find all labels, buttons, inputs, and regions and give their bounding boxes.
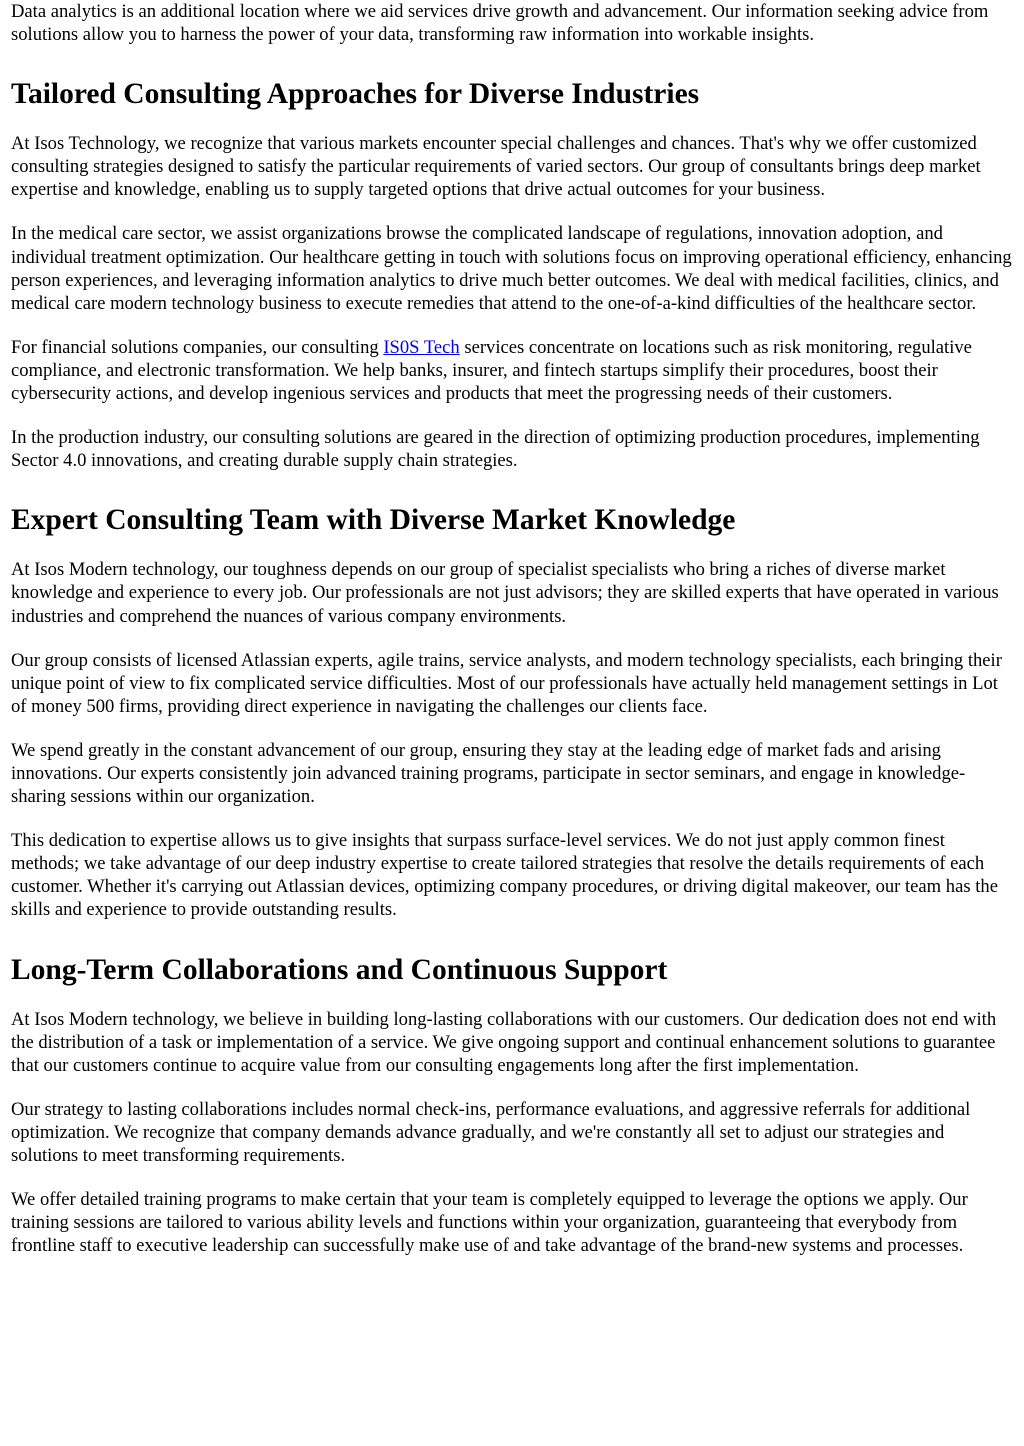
section-heading-expert-team: Expert Consulting Team with Diverse Market Knowledge	[11, 504, 736, 537]
paragraph-financial-services	[11, 336, 1014, 405]
paragraph-manufacturing: In the production industry, our consulting solutions are geared in the direction of optimizing production procedures, implementing Sector 4.0 innovations, and creating durable supply chain strategies.	[11, 427, 980, 472]
paragraph-strategy: Our strategy to lasting collaborations includes normal check-ins, performance evaluations, and aggressive referrals for additional optimization. We recognize that company demands advance gradually, and we're constantly all set to adjust our strategies and solutions to meet transforming requirements.	[11, 1098, 971, 1166]
section-heading-tailored-consulting: Tailored Consulting Approaches for Diverse Industries	[11, 78, 700, 111]
paragraph-expertise-dedication: This dedication to expertise allows us to give insights that surpass surface-level services. We do not just apply common finest methods; we take advantage of our deep industry expertise to create tailored strategies that resolve the details requirements of each customer. Whether it's carrying out Atlassian devices, optimizing company procedures, or driving digital makeover, our team has the skills and experience to provide outstanding results.	[11, 830, 998, 921]
paragraph-team-composition: Our group consists of licensed Atlassian experts, agile trains, service analysts, and modern technology specialists, each bringing their unique point of view to fix complicated service difficulties. Most of our professionals have actually held management settings in Lot of money 500 firms, providing direct experience in navigating the challenges our clients face.	[11, 649, 1002, 717]
paragraph-industries-overview: At Isos Technology, we recognize that various markets encounter special challenges and chances. That's why we offer customized consulting strategies designed to satisfy the particular requirements of varied sectors. Our group of consultants brings deep market expertise and knowledge, enabling us to supply targeted options that drive actual outcomes for your business.	[11, 133, 981, 201]
paragraph-team-development: We spend greatly in the constant advancement of our group, ensuring they stay at the leading edge of market fads and arising innovations. Our experts consistently join advanced training programs, participate in sector seminars, and engage in knowledge-sharing sessions within our organization.	[11, 739, 966, 808]
intro-paragraph: Data analytics is an additional location where we aid services drive growth and advancement. Our information seeking advice from solutions allow you to harness the power of your data, transforming raw information into workable insights.	[11, 1, 989, 46]
section-heading-long-term: Long-Term Collaborations and Continuous Support	[11, 953, 668, 986]
paragraph-healthcare: In the medical care sector, we assist organizations browse the complicated landscape of regulations, innovation adoption, and individual treatment optimization. Our healthcare getting in touch with solutions focus on improving operational efficiency, enhancing person experiences, and leveraging information analytics to drive much better outcomes. We deal with medical facilities, clinics, and medical care modern technology business to execute remedies that attend to the one-of-a-kind difficulties of the healthcare sector.	[11, 223, 1012, 314]
paragraph-training: We offer detailed training programs to make certain that your team is completely equipped to leverage the options we apply. Our training sessions are tailored to various ability levels and functions within your organization, guaranteeing that everybody from frontline staff to executive leadership can successfully make use of and take advantage of the brand-new systems and processes.	[11, 1189, 968, 1257]
financial-text-before-link: For financial solutions companies, our consulting	[11, 336, 384, 358]
paragraph-collaborations: At Isos Modern technology, we believe in building long-lasting collaborations with our customers. Our dedication does not end with the distribution of a task or implementation of a service. We give ongoing support and continual enhancement solutions to guarantee that our customers continue to acquire value from our consulting engagements long after the first implementation.	[11, 1008, 997, 1076]
is0s-tech-link[interactable]: IS0S Tech	[383, 336, 460, 358]
financial-text-after-link: services concentrate on locations such as risk monitoring, regulative compliance, and electronic transformation. We help banks, insurer, and fintech startups simplify their procedures, boost their cybersecurity actions, and develop ingenious services and products that meet the progressing needs of their customers.	[11, 336, 972, 405]
paragraph-team-strength: At Isos Modern technology, our toughness depends on our group of specialist specialists who bring a riches of diverse market knowledge and experience to every job. Our professionals are not just advisors; they are skilled experts that have operated in various industries and comprehend the nuances of various company environments.	[11, 559, 999, 627]
